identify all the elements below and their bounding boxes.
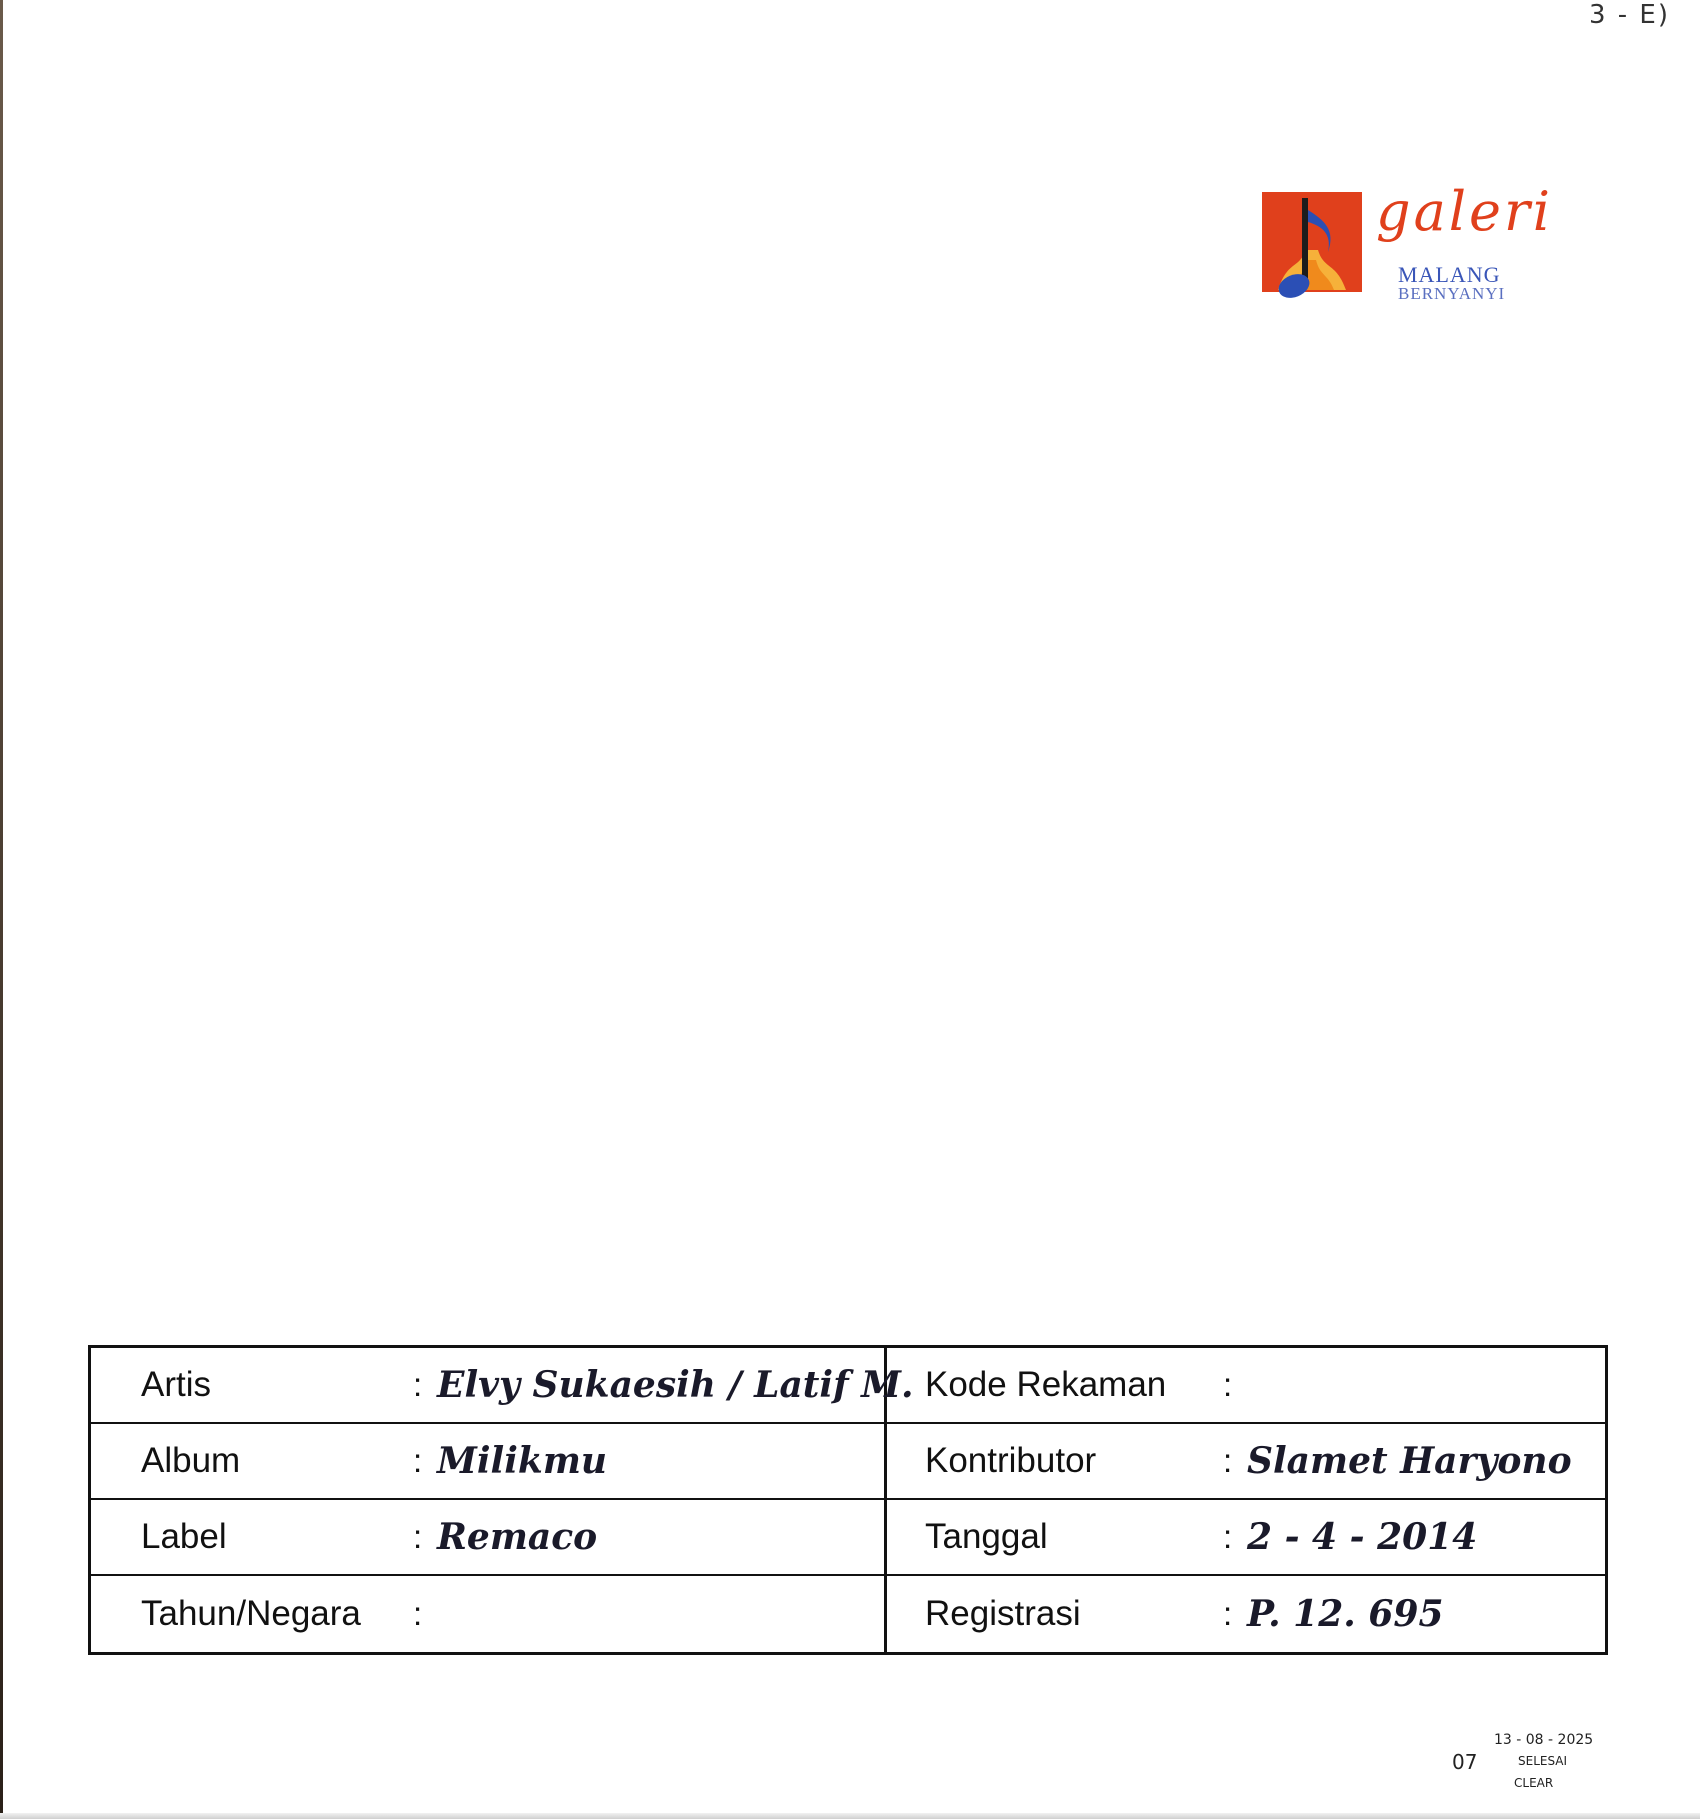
logo-subtitle-bernyanyi: BERNYANYI bbox=[1398, 284, 1506, 303]
table-cell-kode-rekaman bbox=[887, 1348, 1605, 1424]
corner-handwritten-note: 3 - E) bbox=[1588, 0, 1670, 30]
colon: : bbox=[1223, 1442, 1233, 1479]
music-note-icon bbox=[1258, 190, 1366, 298]
value-tanggal: 2 - 4 - 2014 bbox=[1247, 1516, 1478, 1558]
colon: : bbox=[413, 1595, 423, 1632]
table-cell-album bbox=[91, 1424, 887, 1500]
table-cell-tahun-negara bbox=[91, 1576, 887, 1652]
logo-subtitle-malang: MALANG bbox=[1398, 262, 1501, 287]
colon: : bbox=[413, 1442, 423, 1479]
colon: : bbox=[413, 1518, 423, 1555]
colon: : bbox=[413, 1366, 423, 1403]
page-left-edge bbox=[0, 0, 3, 1819]
galeri-malang-bernyanyi-logo bbox=[1258, 180, 1554, 316]
stamp-number: 07 bbox=[1452, 1750, 1478, 1774]
colon: : bbox=[1223, 1518, 1233, 1555]
table-cell-label bbox=[91, 1500, 887, 1576]
colon: : bbox=[1223, 1595, 1233, 1632]
table-cell-registrasi bbox=[887, 1576, 1605, 1652]
label-kode-rekaman: Kode Rekaman bbox=[925, 1365, 1167, 1404]
label-label: Label bbox=[141, 1517, 227, 1556]
stamp-status: SELESAI bbox=[1518, 1754, 1568, 1768]
label-registrasi: Registrasi bbox=[925, 1594, 1081, 1633]
value-artis: Elvy Sukaesih / Latif M. bbox=[437, 1364, 914, 1406]
label-artis: Artis bbox=[141, 1365, 211, 1404]
logo-wordmark: galeri bbox=[1376, 180, 1554, 243]
label-tahun-negara: Tahun/Negara bbox=[141, 1594, 361, 1633]
label-album: Album bbox=[141, 1441, 241, 1480]
page-bottom-edge bbox=[0, 1813, 1700, 1819]
completion-stamp bbox=[1452, 1732, 1652, 1802]
label-tanggal: Tanggal bbox=[925, 1517, 1048, 1556]
label-kontributor: Kontributor bbox=[925, 1441, 1097, 1480]
table-cell-kontributor bbox=[887, 1424, 1605, 1500]
colon: : bbox=[1223, 1366, 1233, 1403]
value-album: Milikmu bbox=[437, 1440, 608, 1482]
table-cell-tanggal bbox=[887, 1500, 1605, 1576]
value-kontributor: Slamet Haryono bbox=[1247, 1440, 1572, 1482]
stamp-date: 13 - 08 - 2025 bbox=[1494, 1732, 1594, 1748]
value-label: Remaco bbox=[437, 1516, 598, 1558]
record-info-table bbox=[88, 1345, 1608, 1655]
value-registrasi: P. 12. 695 bbox=[1247, 1593, 1444, 1635]
table-cell-artis bbox=[91, 1348, 914, 1424]
stamp-status-english: CLEAR bbox=[1514, 1776, 1554, 1790]
